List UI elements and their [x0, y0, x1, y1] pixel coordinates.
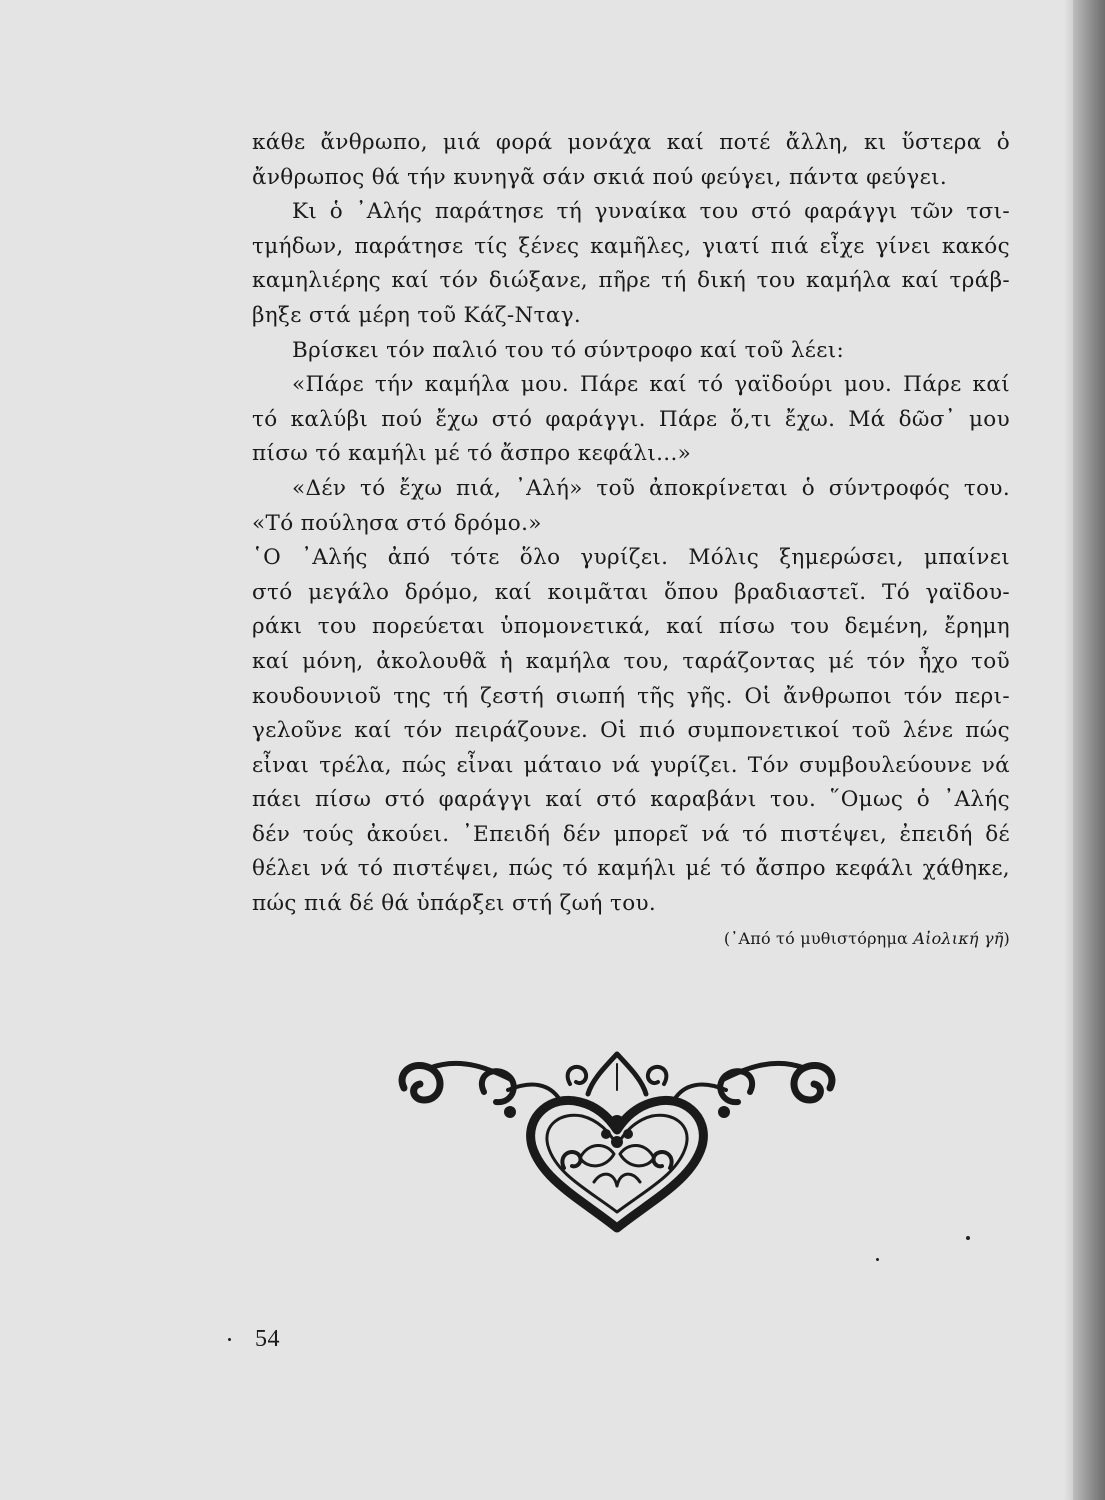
text-line: «Τό πούλησα στό δρόμο.»: [252, 510, 542, 536]
text-line: ῾Ο ᾿Αλής ἀπό τότε ὅλο γυρίζει. Μόλις ξημερώσει, μπαίνει: [252, 545, 1010, 571]
text-line: Βρίσκει τόν παλιό του τό σύντροφο καί τοῦ λέει:: [292, 337, 845, 363]
text-line: δέν τούς ἀκούει. ᾿Επειδή δέν μπορεῖ νά τό πιστέψει, ἐπειδή δέ: [252, 821, 1010, 847]
text-line: «Πάρε τήν καμήλα μου. Πάρε καί τό γαϊδούρι μου. Πάρε καί: [292, 372, 1010, 398]
ink-speck: [228, 1338, 231, 1341]
text-line: γελοῦνε καί τόν πειράζουνε. Οἱ πιό συμπονετικοί τοῦ λένε πώς: [252, 718, 1010, 744]
text-line: κάθε ἄνθρωπο, μιά φορά μονάχα καί ποτέ ἄλλη, κι ὕστερα ὁ: [252, 130, 1010, 155]
text-line: ράκι του πορεύεται ὑπομονετικά, καί πίσω του δεμένη, ἔρημη: [252, 614, 1010, 640]
text-line: τμήδων, παράτησε τίς ξένες καμῆλες, γιατί πιά εἶχε γίνει κακός: [252, 233, 1010, 259]
floral-scroll-ornament-icon: [392, 1050, 842, 1234]
source-prefix: (᾿Από τό μυθιστόρημα: [723, 928, 914, 948]
text-line: κουδουνιοῦ της τή ζεστή σιωπή τῆς γῆς. Οἱ ἄνθρωποι τόν περι-: [252, 683, 1010, 709]
ink-speck: [966, 1236, 970, 1240]
page-edge-shading: [1063, 0, 1073, 1500]
text-line: πάει πίσω στό φαράγγι καί στό καραβάνι του. ῞Ομως ὁ ᾿Αλής: [252, 787, 1010, 813]
text-line: τό καλύβι πού ἔχω στό φαράγγι. Πάρε ὅ,τι ἔχω. Μά δῶσ᾿ μου: [252, 406, 1010, 432]
source-citation: [252, 924, 1010, 954]
text-line: θέλει νά τό πιστέψει, πώς τό καμήλι μέ τό ἄσπρο κεφάλι χάθηκε,: [252, 856, 1010, 882]
text-line: βηξε στά μέρη τοῦ Κάζ-Νταγ.: [252, 302, 582, 328]
page-edge-shadow: [1073, 0, 1105, 1500]
body-text: [252, 126, 1010, 954]
text-line: Κι ὁ ᾿Αλής παράτησε τή γυναίκα του στό φαράγγι τῶν τσι-: [292, 199, 1010, 225]
text-line: καμηλιέρης καί τόν διώξανε, πῆρε τή δική του καμήλα καί τράβ-: [252, 268, 1010, 294]
text-line: στό μεγάλο δρόμο, καί κοιμᾶται ὅπου βραδιαστεῖ. Τό γαϊδου-: [252, 579, 1010, 605]
text-line: εἶναι τρέλα, πώς εἶναι μάταιο νά γυρίζει. Τόν συμβουλεύουνε νά: [252, 752, 1010, 778]
ink-speck: [876, 1258, 879, 1261]
text-line: πίσω τό καμήλι μέ τό ἄσπρο κεφάλι...»: [252, 441, 692, 467]
text-line: «Δέν τό ἔχω πιά, ᾿Αλή» τοῦ ἀποκρίνεται ὁ σύντροφός του.: [292, 475, 1010, 501]
text-line: ἄνθρωπος θά τήν κυνηγᾶ σάν σκιά πού φεύγει, πάντα φεύγει.: [252, 164, 948, 190]
source-suffix: ): [1003, 928, 1010, 948]
page-number: 54: [255, 1326, 280, 1352]
text-line: πώς πιά δέ θά ὑπάρξει στή ζωή του.: [252, 891, 657, 917]
text-line: καί μόνη, ἀκολουθᾶ ἡ καμήλα του, ταράζοντας μέ τόν ἦχο τοῦ: [252, 648, 1010, 674]
source-title: Αἰολική γῆ: [913, 928, 1004, 948]
